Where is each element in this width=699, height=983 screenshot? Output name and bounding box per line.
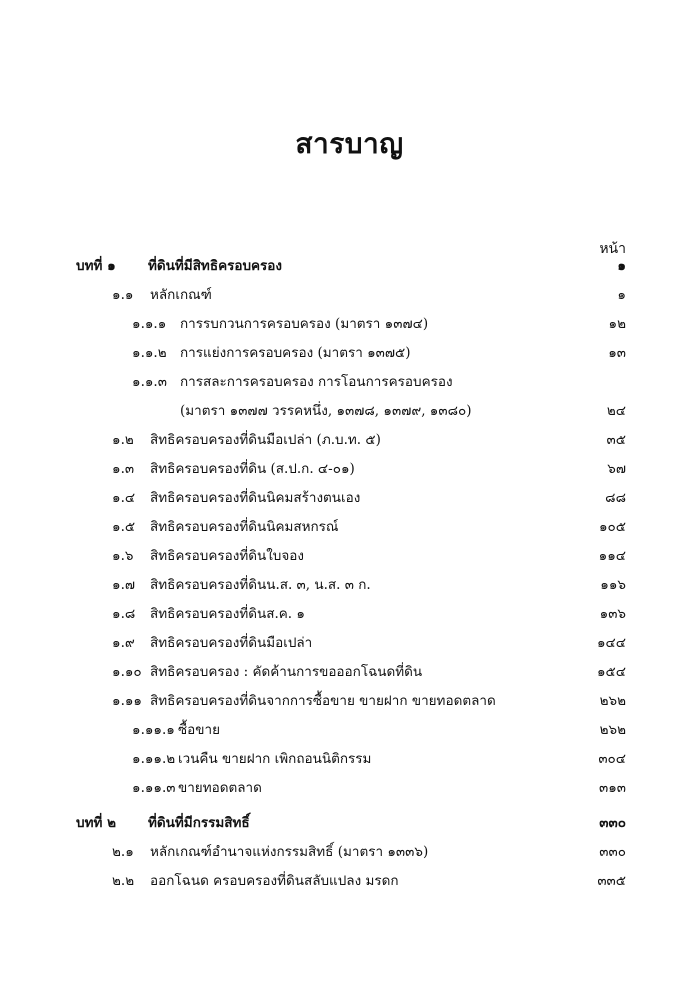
entry-number: ๑.๑.๑: [132, 316, 167, 332]
toc-entry: [0, 775, 699, 801]
entry-page-number: ๑: [617, 258, 626, 274]
entry-page-number: ๒๔: [606, 403, 626, 419]
toc-entry: [0, 456, 699, 482]
entry-page-number: ๑๑๖: [600, 577, 626, 593]
entry-page-number: ๓๕: [606, 432, 626, 448]
entry-page-number: ๑๒: [608, 316, 626, 332]
chapter-entry: [0, 810, 699, 836]
toc-entry: [0, 514, 699, 540]
entry-page-number: ๓๐๔: [598, 751, 626, 767]
entry-label: สิทธิครอบครองที่ดิน (ส.ป.ก. ๔-๐๑): [150, 461, 355, 477]
page-title: สารบาญ: [295, 127, 404, 160]
entry-label: ซื้อขาย: [178, 722, 220, 738]
toc-entry: [0, 340, 699, 366]
entry-number: ๑.๙: [112, 635, 135, 651]
entry-page-number: ๓๑๓: [598, 780, 626, 796]
entry-number: ๑.๗: [112, 577, 136, 593]
entry-number: ๑.๘: [112, 606, 136, 622]
chapter-entry: [0, 253, 699, 279]
toc-entry: [0, 398, 699, 424]
page-column-header: หน้า: [599, 241, 626, 257]
entry-label: ออกโฉนด ครอบครองที่ดินสลับแปลง มรดก: [150, 873, 399, 889]
entry-label: เวนคืน ขายฝาก เพิกถอนนิติกรรม: [178, 751, 372, 767]
toc-entry: [0, 630, 699, 656]
entry-page-number: ๓๓๐: [599, 844, 626, 860]
entry-number: ๑.๑๐: [112, 664, 142, 680]
entry-label: สิทธิครอบครองที่ดินจากการซื้อขาย ขายฝาก ขายทอดตลาด: [150, 693, 496, 709]
entry-number: ๑.๒: [112, 432, 134, 448]
entry-number: ๒.๒: [112, 873, 135, 889]
entry-label: สิทธิครอบครองที่ดินน.ส. ๓, น.ส. ๓ ก.: [150, 577, 371, 593]
toc-entry: [0, 572, 699, 598]
toc-entry: [0, 659, 699, 685]
entry-page-number: ๑๕๔: [596, 664, 626, 680]
entry-number: ๑.๑.๒: [132, 345, 167, 361]
toc-entry: [0, 688, 699, 714]
entry-page-number: ๖๗: [607, 461, 626, 477]
toc-entry: [0, 427, 699, 453]
entry-label: ขายทอดตลาด: [178, 780, 262, 796]
entry-number: ๑.๑๑: [112, 693, 142, 709]
entry-label: สิทธิครอบครองที่ดินนิคมสร้างตนเอง: [150, 490, 361, 506]
entry-label: ที่ดินที่มีสิทธิครอบครอง: [148, 258, 283, 274]
entry-page-number: ๑๔๔: [596, 635, 626, 651]
entry-number: ๒.๑: [112, 844, 134, 860]
toc-entry: [0, 839, 699, 865]
entry-number: ๑.๑.๓: [132, 374, 167, 390]
entry-label: ที่ดินที่มีกรรมสิทธิ์: [148, 815, 250, 831]
entry-label: สิทธิครอบครองที่ดินมือเปล่า (ภ.บ.ท. ๕): [150, 432, 381, 448]
entry-label: หลักเกณฑ์: [150, 287, 212, 303]
entry-page-number: ๑๓: [608, 345, 626, 361]
toc-entry: [0, 369, 699, 395]
entry-number: ๑.๔: [112, 490, 136, 506]
entry-label: การแย่งการครอบครอง (มาตรา ๑๓๗๕): [180, 345, 411, 361]
entry-label: สิทธิครอบครอง : คัดค้านการขอออกโฉนดที่ดิน: [150, 664, 423, 680]
entry-label: สิทธิครอบครองที่ดินมือเปล่า: [150, 635, 313, 651]
entry-page-number: ๒๖๒: [599, 722, 626, 738]
entry-label: การรบกวนการครอบครอง (มาตรา ๑๓๗๔): [180, 316, 429, 332]
entry-label: สิทธิครอบครองที่ดินนิคมสหกรณ์: [150, 519, 339, 535]
entry-number: ๑.๑๑.๑: [132, 722, 175, 738]
entry-number: บทที่ ๒: [76, 815, 116, 831]
entry-label: หลักเกณฑ์อำนาจแห่งกรรมสิทธิ์ (มาตรา ๑๓๓๖): [150, 844, 429, 860]
entry-number: ๑.๓: [112, 461, 135, 477]
entry-page-number: ๘๘: [605, 490, 626, 506]
entry-number: ๑.๑: [112, 287, 134, 303]
entry-page-number: ๒๖๒: [599, 693, 626, 709]
toc-entry: [0, 868, 699, 894]
entry-number: ๑.๑๑.๒: [132, 751, 176, 767]
entry-label: สิทธิครอบครองที่ดินส.ค. ๑: [150, 606, 305, 622]
entry-page-number: ๑๐๕: [598, 519, 626, 535]
toc-entry: [0, 282, 699, 308]
toc-entry: [0, 485, 699, 511]
toc-entry: [0, 601, 699, 627]
toc-entry: [0, 717, 699, 743]
entry-page-number: ๓๓๐: [599, 815, 626, 831]
entry-number: บทที่ ๑: [76, 258, 116, 274]
toc-entry: [0, 746, 699, 772]
entry-number: ๑.๖: [112, 548, 134, 564]
entry-number: ๑.๑๑.๓: [132, 780, 176, 796]
entry-number: ๑.๕: [112, 519, 136, 535]
entry-label: การสละการครอบครอง การโอนการครอบครอง: [180, 374, 453, 390]
entry-page-number: ๑๓๖: [599, 606, 626, 622]
entry-label: (มาตรา ๑๓๗๗ วรรคหนึ่ง, ๑๓๗๘, ๑๓๗๙, ๑๓๘๐): [180, 403, 472, 419]
entry-page-number: ๑๑๔: [598, 548, 626, 564]
toc-entry: [0, 543, 699, 569]
toc-entry: [0, 311, 699, 337]
entry-page-number: ๑: [617, 287, 626, 303]
entry-page-number: ๓๓๕: [597, 873, 626, 889]
entry-label: สิทธิครอบครองที่ดินใบจอง: [150, 548, 304, 564]
